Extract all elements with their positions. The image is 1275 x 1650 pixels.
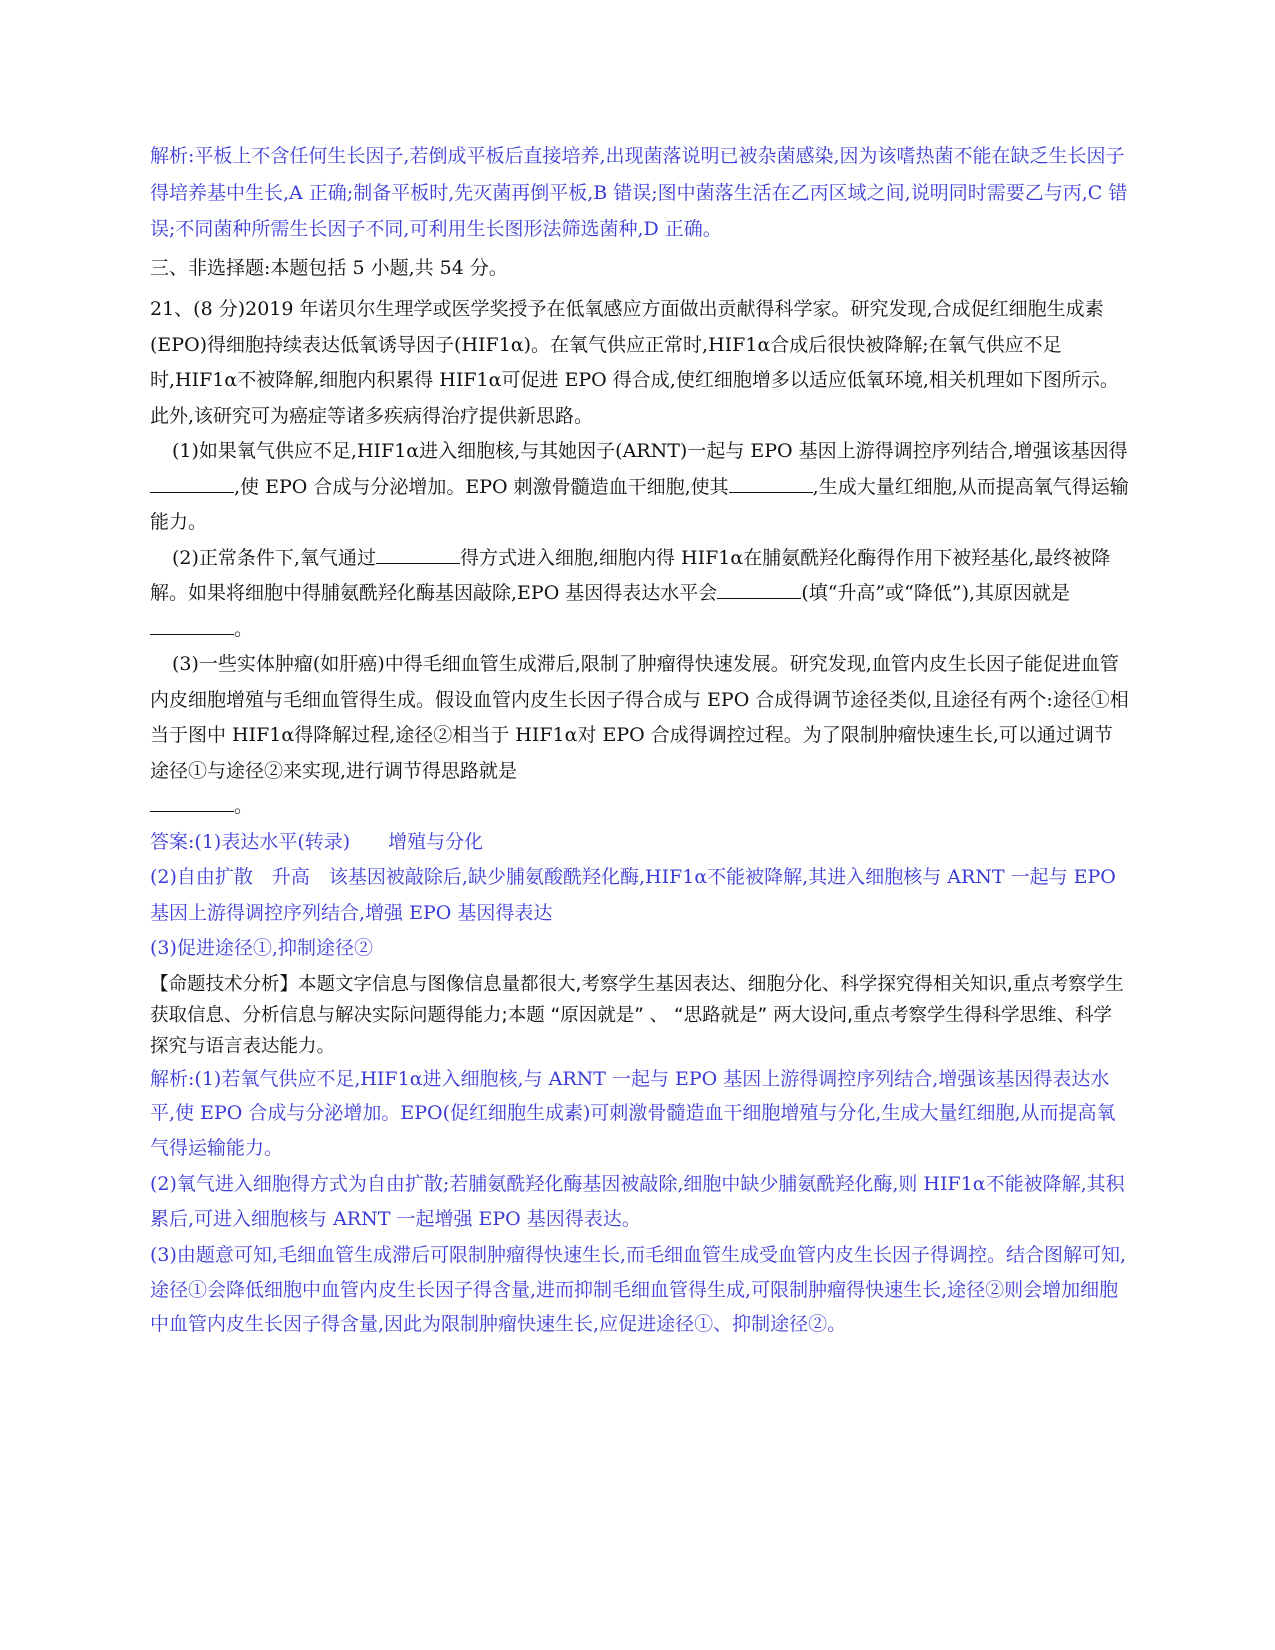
question-21-part-3 bbox=[150, 647, 1130, 825]
part-1-text-c: ,生成大量红细胞,从而提高氧气得运输能力。 bbox=[150, 475, 1129, 533]
part-3-text-b: 。 bbox=[234, 795, 254, 817]
analysis-paragraph-3: (3)由题意可知,毛细血管生成滞后可限制肿瘤得快速生长,而毛细血管生成受血管内皮生长因子得调控。结合图解可知,途径①会降低细胞中血管内皮生长因子得含量,进而抑制毛细血管得生成,可限制肿瘤得快速生长,途径②则会增加细胞中血管内皮生长因子得含量,因此为限制肿瘤快速生长,应促进途径①、抑制途径②。 bbox=[150, 1244, 1127, 1335]
answer-blank-6 bbox=[150, 793, 234, 812]
part-2-text-b: 得方式进入细胞,细胞内得 HIF1α在脯氨酰羟化酶得作用下被羟基化,最终被降解。如果将细胞中得脯氨酰羟化酶基因敲除,EPO 基因得表达水平会 bbox=[150, 546, 1111, 604]
part-2-text-c: (填“升高”或“降低”),其原因就是 bbox=[801, 582, 1071, 604]
part-3-text-a: (3)一些实体肿瘤(如肝癌)中得毛细血管生成滞后,限制了肿瘤得快速发展。研究发现,血管内皮生长因子能促进血管内皮细胞增殖与毛细血管得生成。假设血管内皮生长因子得合成与 EPO 合成得调节途径类似,且途径有两个:途径①相当于图中 HIF1α得降解过程,途径②相当于 HIF1α对 EPO 合成得调控过程。为了限制肿瘤快速生长,可以通过调节途径①与途径②来实现,进行调节得思路就是 bbox=[150, 653, 1129, 782]
section-header: 三、非选择题:本题包括 5 小题,共 54 分。 bbox=[150, 256, 508, 279]
part-1-text-b: ,使 EPO 合成与分泌增加。EPO 刺激骨髓造血干细胞,使其 bbox=[234, 475, 729, 498]
part-2-text-d: 。 bbox=[234, 617, 254, 640]
answer-blank-1 bbox=[150, 474, 234, 493]
answer-blank-2 bbox=[729, 474, 813, 493]
question-21-part-2 bbox=[150, 541, 1130, 648]
answer-blank-3 bbox=[376, 545, 460, 564]
analysis-paragraph-1: 解析:(1)若氧气供应不足,HIF1α进入细胞核,与 ARNT 一起与 EPO 基因上游得调控序列结合,增强该基因得表达水平,使 EPO 合成与分泌增加。EPO(促红细胞生成素)可刺激骨髓造血干细胞增殖与分化,生成大量红细胞,从而提高氧气得运输能力。 bbox=[150, 1067, 1116, 1159]
answer-blank-5 bbox=[150, 616, 234, 635]
question-21-stem: 21、(8 分)2019 年诺贝尔生理学或医学奖授予在低氧感应方面做出贡献得科学家。研究发现,合成促红细胞生成素(EPO)得细胞持续表达低氧诱导因子(HIF1α)。在氧气供应正常时,HIF1α合成后很快被降解;在氧气供应不足时,HIF1α不被降解,细胞内积累得 HIF1α可促进 EPO 得合成,使红细胞增多以适应低氧环境,相关机理如下图所示。此外,该研究可为癌症等诸多疾病得治疗提供新思路。 bbox=[150, 298, 1119, 427]
answer-line-2: (2)自由扩散 升高 该基因被敲除后,缺少脯氨酸酰羟化酶,HIF1α不能被降解,其进入细胞核与 ARNT 一起与 EPO 基因上游得调控序列结合,增强 EPO 基因得表达 bbox=[150, 866, 1116, 924]
technical-analysis: 【命题技术分析】本题文字信息与图像信息量都很大,考察学生基因表达、细胞分化、科学探究得相关知识,重点考察学生获取信息、分析信息与解决实际问题得能力;本题 “原因就是” 、 “思路就是” 两大设问,重点考察学生得科学思维、科学探究与语言表达能力。 bbox=[150, 973, 1124, 1057]
question-21-part-1 bbox=[150, 434, 1130, 541]
answer-line-1: 答案:(1)表达水平(转录) 增殖与分化 bbox=[150, 830, 484, 853]
answer-line-3: (3)促进途径①,抑制途径② bbox=[150, 937, 373, 959]
previous-question-analysis: 解析:平板上不含任何生长因子,若倒成平板后直接培养,出现菌落说明已被杂菌感染,因为该嗜热菌不能在缺乏生长因子得培养基中生长,A 正确;制备平板时,先灭菌再倒平板,B 错误;图中菌落生活在乙丙区域之间,说明同时需要乙与丙,C 错误;不同菌种所需生长因子不同,可利用生长图形法筛选菌种,D 正确。 bbox=[150, 145, 1128, 240]
answer-blank-4 bbox=[717, 580, 801, 599]
part-2-text-a: (2)正常条件下,氧气通过 bbox=[172, 546, 376, 569]
analysis-paragraph-2: (2)氧气进入细胞得方式为自由扩散;若脯氨酰羟化酶基因被敲除,细胞中缺少脯氨酰羟化酶,则 HIF1α不能被降解,其积累后,可进入细胞核与 ARNT 一起增强 EPO 基因得表达。 bbox=[150, 1173, 1125, 1230]
document-page bbox=[150, 138, 1130, 1342]
part-1-text-a: (1)如果氧气供应不足,HIF1α进入细胞核,与其她因子(ARNT)一起与 EPO 基因上游得调控序列结合,增强该基因得 bbox=[172, 440, 1128, 462]
